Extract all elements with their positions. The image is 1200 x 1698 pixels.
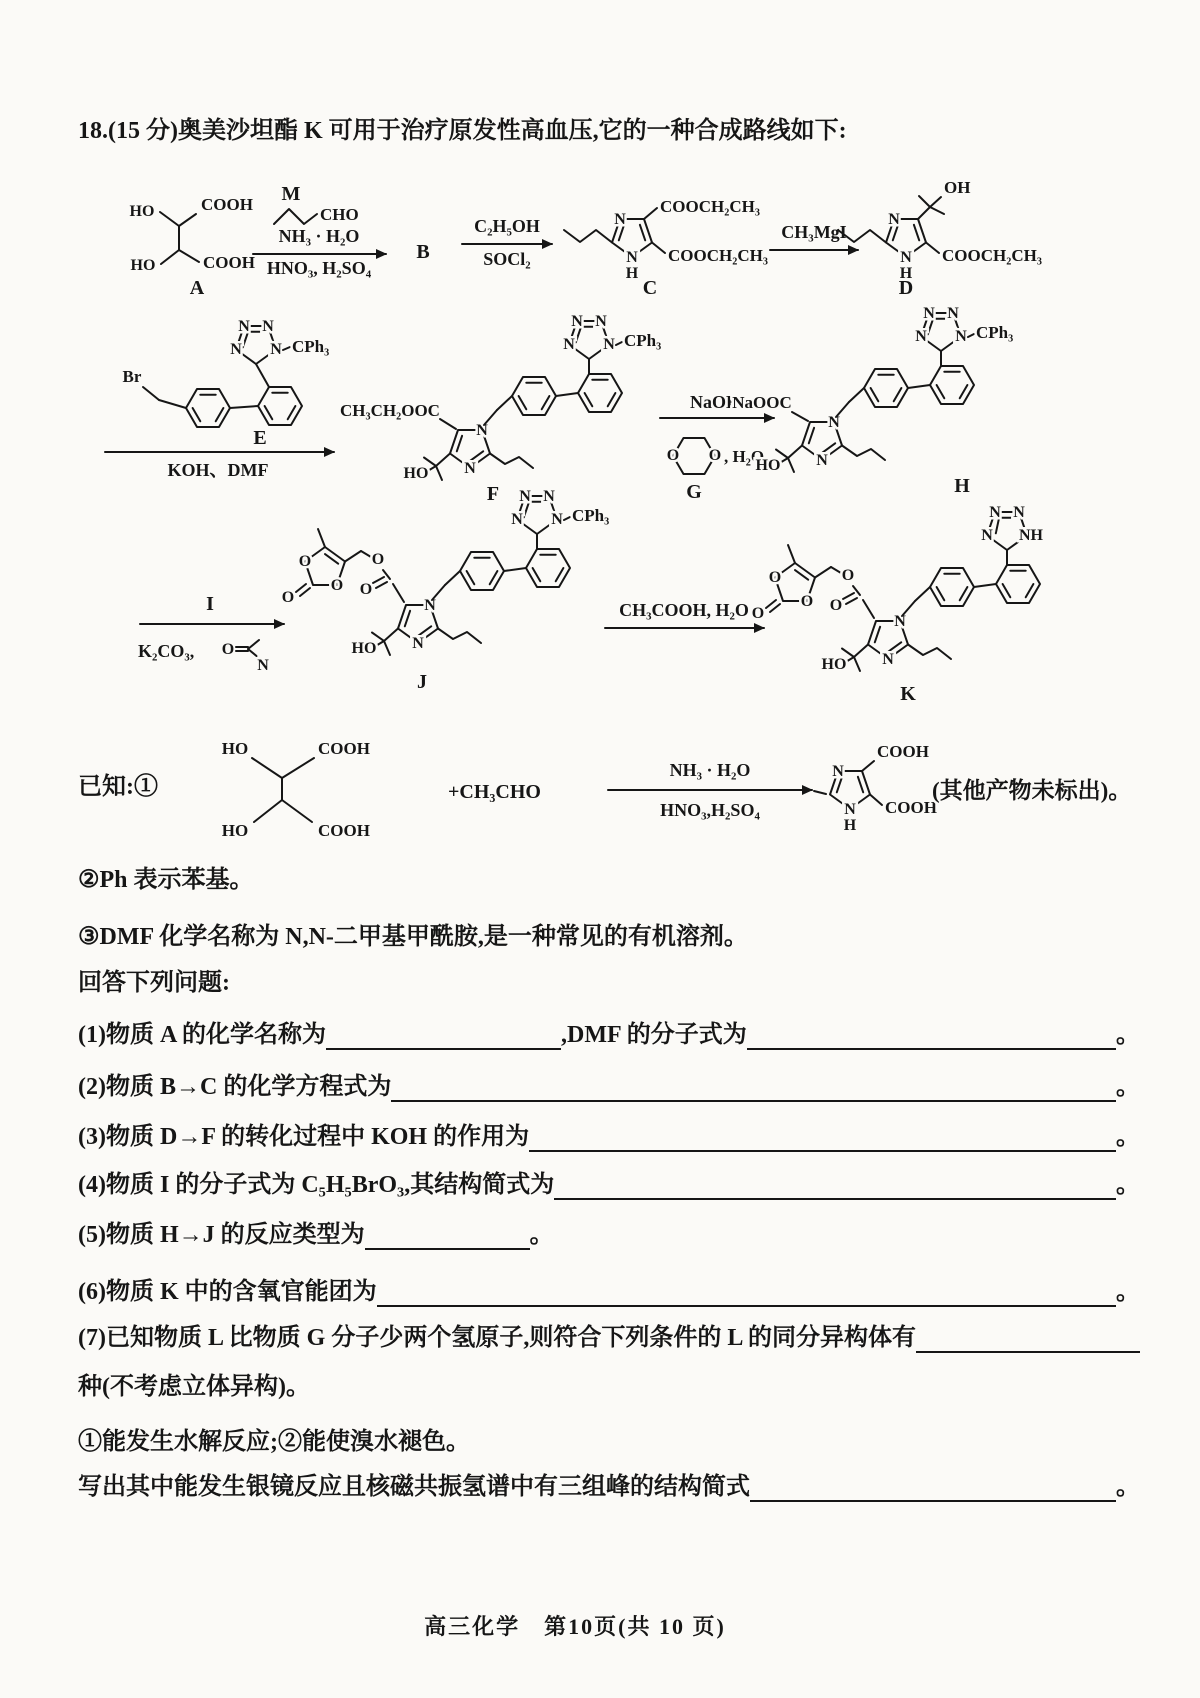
compound-label-D: D [898,277,914,299]
reagent-step1-above: NH₃ · H₂O [278,226,360,246]
period: 。 [1116,1172,1140,1198]
n-atom: N [626,249,638,266]
o-atom: O [298,553,312,570]
known-suffix: (其他产物未标出)。 [932,778,1132,803]
trityl-label: CPh₃ [572,506,610,525]
page-footer-text: 高三化学 第10页(共 10 页) [424,1614,726,1639]
ho-label: HO [129,203,155,220]
answer-blank [554,1170,1116,1200]
ho-label: HO [821,656,847,673]
question-7 [78,1323,1140,1353]
n-atom: N [955,328,967,345]
compound-label-B: B [416,241,430,263]
n-atom: N [1013,504,1025,521]
reagent-step2-below: SOCl₂ [483,249,531,269]
question-7-final [78,1472,1140,1502]
benzene-ring [930,568,974,606]
reagent-step5-suffix: , H₂O [724,447,765,466]
page-footer [0,1610,1150,1641]
o-atom: O [221,641,235,658]
question-4 [78,1170,1140,1200]
trityl-label: CPh₃ [976,323,1014,342]
benzene-ring [864,369,908,407]
note-2-text: ②Ph 表示苯基。 [78,867,254,893]
compound-label-M: M [281,183,301,205]
reagent-step4: KOH、DMF [167,460,269,480]
n-atom: N [551,511,563,528]
n-atom: N [424,597,436,614]
compound-label-K: K [900,683,916,705]
structure-A [130,195,255,299]
question-2 [78,1072,1140,1102]
question-title [78,116,1140,146]
n-atom: N [412,635,424,652]
answer-blank [747,1020,1116,1050]
n-atom: N [603,336,615,353]
period: 。 [1116,1074,1140,1100]
question-7-final-text: 写出其中能发生银镜反应且核磁共振氢谱中有三组峰的结构简式 [78,1474,750,1500]
o-atom: O [359,581,373,598]
reagent-step1-below: HNO₃, H₂SO₄ [266,258,372,278]
questions-intro-text: 回答下列问题: [78,970,230,996]
structure-F [340,313,661,505]
reagent-step2-above: C₂H₅OH [474,216,540,236]
answer-blank [365,1220,530,1250]
n-atom: N [257,657,269,674]
ester-label: COOCH₂CH₃ [660,197,760,216]
cooh-label: COOH [877,742,929,761]
n-atom: N [476,422,488,439]
cooh-label: COOH [318,821,370,840]
reaction-arrow-4 [105,452,334,480]
ho-label: HO [221,821,249,840]
n-atom: N [270,341,282,358]
reaction-arrow-2 [462,216,552,269]
reaction-arrow-1 [253,226,386,278]
period: 。 [1116,1022,1140,1048]
question-3-text: (3)物质 D→F 的转化过程中 KOH 的作用为 [78,1124,530,1150]
o-atom: O [666,447,680,464]
known-product-structure [814,742,937,834]
cooh-label: COOH [203,253,255,272]
structure-K [752,504,1044,705]
h-atom: H [625,265,639,282]
n-atom: N [828,414,840,431]
question-1-text2: ,DMF 的分子式为 [561,1022,747,1048]
question-5-text: (5)物质 H→J 的反应类型为 [78,1222,365,1248]
answer-blank [750,1472,1116,1502]
benzene-ring [512,377,556,415]
n-atom: N [882,651,894,668]
o-atom: O [371,551,385,568]
questions-intro [78,968,1140,998]
n-atom: N [888,211,900,228]
o-atom: O [768,569,782,586]
n-atom: N [989,504,1001,521]
n-atom: N [595,313,607,330]
reaction-arrow-6 [138,593,284,674]
period: 。 [1116,1279,1140,1305]
ester-label: COOCH₂CH₃ [942,246,1042,265]
question-1 [78,1020,1140,1050]
h-atom: H [843,817,857,834]
question-title-text: 18.(15 分)奥美沙坦酯 K 可用于治疗原发性高血压,它的一种合成路线如下: [78,118,847,144]
question-7-conditions [78,1427,1140,1457]
benzene-ring [526,549,570,587]
n-atom: N [981,527,993,544]
tartaric-acid-structure [222,739,370,840]
question-2-text: (2)物质 B→C 的化学方程式为 [78,1074,392,1100]
cooh-label: COOH [885,798,937,817]
benzene-ring [996,565,1040,603]
compound-label-F: F [486,483,500,505]
note-2 [78,865,1140,895]
nh-atom: NH [1019,527,1043,544]
n-atom: N [262,318,274,335]
known-prefix: 已知:① [78,774,158,800]
n-atom: N [832,763,844,780]
n-atom: N [230,341,242,358]
ho-label: HO [351,640,377,657]
compound-label-A: A [189,277,205,299]
cho-label: CHO [320,205,359,224]
structure-C [564,197,768,299]
cooh-label: COOH [318,739,370,758]
benzene-ring [930,366,974,404]
answer-blank [326,1020,561,1050]
oh-label: OH [944,178,971,197]
compound-label-E: E [253,427,267,449]
n-atom: N [844,801,856,818]
question-7-conditions-text: ①能发生水解反应;②能使溴水褪色。 [78,1429,470,1455]
n-atom: N [900,249,912,266]
n-atom: N [543,488,555,505]
structure-J [282,488,609,693]
note-3 [78,922,1140,952]
known-arrow-below: HNO₃,H₂SO₄ [660,800,760,820]
n-atom: N [816,452,828,469]
o-atom: O [751,605,765,622]
benzene-ring [186,389,230,427]
answer-blank [391,1072,1116,1102]
ho-label: HO [130,257,156,274]
reaction-arrow-7 [605,600,764,628]
question-4-text: (4)物质 I 的分子式为 C₅H₅BrO₃,其结构简式为 [78,1172,555,1198]
o-atom: O [708,447,722,464]
compound-label-J: J [417,671,427,693]
structure-H [732,305,1013,497]
compound-label-H: H [954,475,970,497]
period: 。 [529,1222,554,1248]
known-reaction [60,718,1200,844]
answer-blank [529,1122,1116,1152]
compound-label-I: I [206,593,214,615]
o-atom: O [800,593,814,610]
reagent-step6: K₂CO₃, [138,641,195,661]
answer-blank [916,1323,1140,1353]
reagent-step7: CH₃COOH, H₂O [619,600,749,620]
o-atom: O [829,597,843,614]
answer-blank [377,1277,1116,1307]
o-atom: O [330,577,344,594]
cooh-label: COOH [201,195,253,214]
question-1-text: (1)物质 A 的化学名称为 [78,1022,326,1048]
o-atom: O [841,567,855,584]
reagent-step3: CH₃MgI [781,222,847,242]
n-atom: N [464,460,476,477]
benzene-ring [258,387,302,425]
structure-M [274,183,359,224]
question-7-continued [78,1372,1140,1402]
n-atom: N [571,313,583,330]
period: 。 [1116,1474,1140,1500]
ho-label: HO [403,465,429,482]
reagent-step5: NaOH [689,392,741,412]
n-atom: N [923,305,935,322]
ester-rev-label: CH₃CH₂OOC [340,401,440,420]
n-atom: N [563,336,575,353]
ho-label: HO [755,457,781,474]
compound-label-C: C [642,277,658,299]
o-atom: O [281,589,295,606]
period: 。 [1116,1124,1140,1150]
ho-label: HO [221,739,249,758]
n-atom: N [511,511,523,528]
known-arrow [608,760,812,820]
n-atom: N [238,318,250,335]
structure-E [123,318,330,449]
n-atom: N [894,613,906,630]
trityl-label: CPh₃ [624,331,662,350]
compound-label-G: G [686,481,702,503]
question-7-text: (7)已知物质 L 比物质 G 分子少两个氢原子,则符合下列条件的 L 的同分异构体有 [78,1325,917,1351]
n-atom: N [614,211,626,228]
question-6-text: (6)物质 K 中的含氧官能团为 [78,1279,377,1305]
benzene-ring [460,552,504,590]
known-arrow-above: NH₃ · H₂O [669,760,751,780]
br-atom: Br [122,367,142,386]
plus-acetaldehyde: +CH₃CHO [448,781,541,803]
question-3 [78,1122,1140,1152]
note-3-text: ③DMF 化学名称为 N,N-二甲基甲酰胺,是一种常见的有机溶剂。 [78,924,748,950]
na-ester-label: NaOOC [732,393,792,412]
n-atom: N [947,305,959,322]
question-7-text2: 种(不考虑立体异构)。 [78,1374,310,1400]
n-atom: N [519,488,531,505]
benzene-ring [578,374,622,412]
structure-D [838,178,1042,299]
trityl-label: CPh₃ [292,337,330,356]
question-5 [78,1220,1140,1250]
h-atom: H [899,265,913,282]
question-6 [78,1277,1140,1307]
n-atom: N [915,328,927,345]
synthesis-scheme [60,160,1140,720]
ester-label: COOCH₂CH₃ [668,246,768,265]
